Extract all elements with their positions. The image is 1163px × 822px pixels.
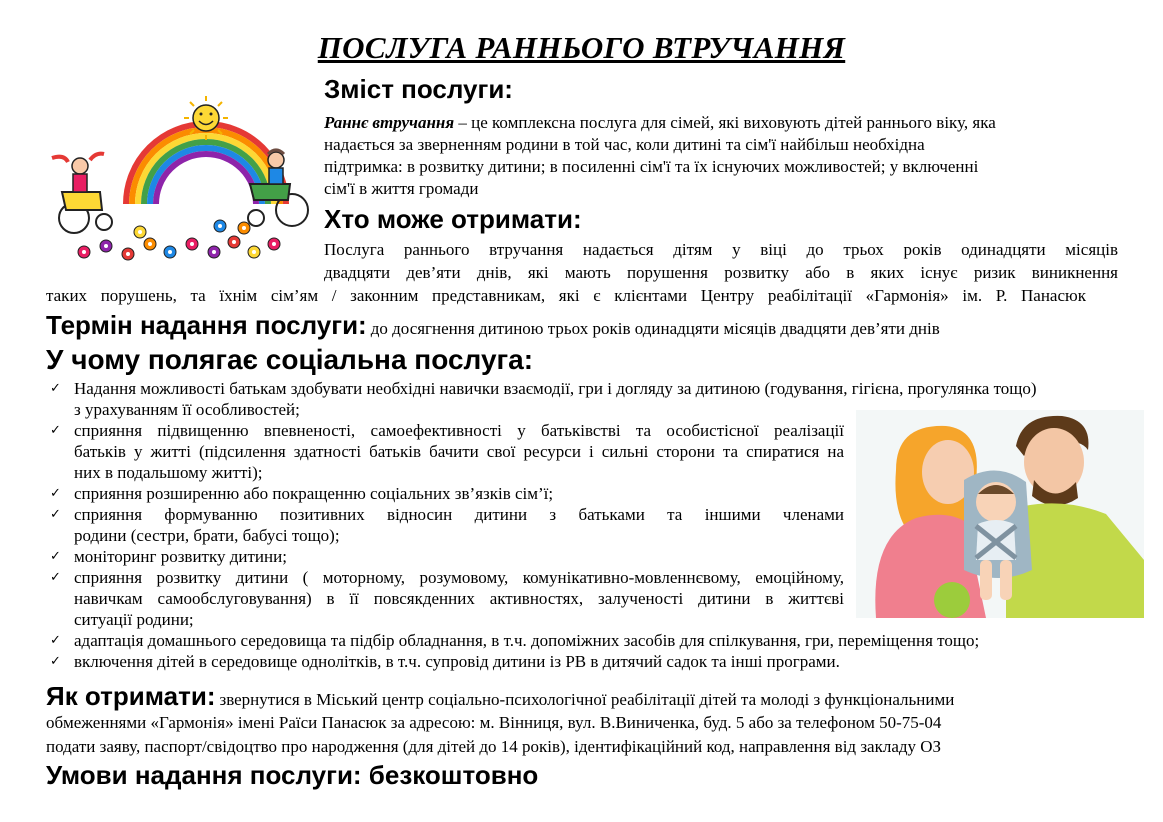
content-heading: Зміст послуги: bbox=[324, 74, 513, 104]
how-row bbox=[46, 681, 954, 712]
essence-bullet-line: ситуації родини; bbox=[74, 610, 194, 629]
checkmark-icon: ✓ bbox=[50, 570, 61, 585]
checkmark-icon: ✓ bbox=[50, 633, 61, 648]
essence-bullet-line: з урахуванням її особливостей; bbox=[74, 400, 300, 419]
how-heading: Як отримати: bbox=[46, 681, 216, 711]
essence-bullet-line: навичкам самообслуговування) в її повсякденних активностях, залученості дитини в життєві bbox=[74, 589, 844, 608]
checkmark-icon: ✓ bbox=[50, 654, 61, 669]
essence-bullet-line: моніторинг розвитку дитини; bbox=[74, 547, 287, 566]
checkmark-icon: ✓ bbox=[50, 486, 61, 501]
who-line-2: двадцяти дев’яти днів, які мають порушення розвитку або в яких існує ризик виникнення bbox=[324, 263, 1118, 282]
essence-bullet-line: Надання можливості батькам здобувати необхідні навички взаємодії, гри і догляду за дитиною (годування, гігієна, прогулянка тощо) bbox=[74, 379, 1037, 398]
essence-bullet-list bbox=[46, 378, 1126, 678]
checkmark-icon: ✓ bbox=[50, 507, 61, 522]
essence-bullet-line: родини (сестри, брати, бабусі тощо); bbox=[74, 526, 340, 545]
content-line-3: підтримка: в розвитку дитини; в посиленні сім'ї та їх існуючих можливостей; у включенні bbox=[324, 157, 979, 176]
how-line-2: обмеженнями «Гармонія» імені Раїси Панасюк за адресою: м. Вінниця, вул. В.Виниченка, буд. 5 або за телефоном 50-75-04 bbox=[46, 713, 942, 732]
content-line-1: – це комплексна послуга для сімей, які виховують дітей раннього віку, яка bbox=[458, 113, 996, 132]
essence-heading: У чому полягає соціальна послуга: bbox=[46, 344, 534, 375]
content-line-4: сім'ї в життя громади bbox=[324, 179, 479, 198]
essence-bullet-line: сприяння формуванню позитивних відносин дитини з батьками та іншими членами bbox=[74, 505, 844, 524]
essence-bullet-line: сприяння розширенню або покращенню соціальних зв’язків сім’ї; bbox=[74, 484, 554, 503]
essence-bullet-line: включення дітей в середовище однолітків, в т.ч. супровід дитини із РВ в дитячий садок та інші програми. bbox=[74, 652, 840, 671]
term-row bbox=[46, 310, 940, 341]
how-line-1: звернутися в Міський центр соціально-психологічної реабілітації дітей та молоді з функціональними bbox=[219, 690, 955, 709]
checkmark-icon: ✓ bbox=[50, 549, 61, 564]
term-heading: Термін надання послуги: bbox=[46, 310, 367, 340]
content-line-2: надається за зверненням родини в той час, коли дитині та сім'ї найбільш необхідна bbox=[324, 135, 925, 154]
content-term: Раннє втручання bbox=[324, 113, 455, 132]
term-text: до досягнення дитиною трьох років одинадцяти місяців двадцяти дев’яти днів bbox=[370, 319, 940, 338]
conditions-line: Умови надання послуги: безкоштовно bbox=[46, 760, 539, 790]
checkmark-icon: ✓ bbox=[50, 381, 61, 396]
essence-bullet-line: сприяння розвитку дитини ( моторному, розумовому, комунікативно-мовленнєвому, емоційному, bbox=[74, 568, 844, 587]
who-line-1: Послуга раннього втручання надається дітям у віці до трьох років одинадцяти місяців bbox=[324, 240, 1118, 259]
essence-bullet-line: них в подальшому житті); bbox=[74, 463, 263, 482]
essence-bullet-line: сприяння підвищенню впевненості, самоефективності у батьківстві та особистісної реалізації bbox=[74, 421, 844, 440]
who-line-3: таких порушень, та їхнім сім’ям / законним представникам, які є клієнтами Центру реабілітації «Гармонія» ім. Р. Панасюк bbox=[46, 286, 1086, 305]
how-line-3: подати заяву, паспорт/свідоцтво про народження (для дітей до 14 років), ідентифікаційний код, направлення від закладу ОЗ bbox=[46, 737, 942, 756]
content-text bbox=[324, 112, 1124, 200]
essence-bullet-line: адаптація домашнього середовища та підбір обладнання, в т.ч. допоміжних засобів для спілкування, гри, переміщення тощо; bbox=[74, 631, 980, 650]
page-title: ПОСЛУГА РАННЬОГО ВТРУЧАННЯ bbox=[317, 30, 846, 65]
who-heading: Хто може отримати: bbox=[324, 204, 582, 234]
rainbow-children-illustration bbox=[44, 92, 316, 272]
checkmark-icon: ✓ bbox=[50, 423, 61, 438]
essence-bullet-line: батьків у житті (підсилення здатності батьків бачити свої ресурси і сильні сторони та спиратися на bbox=[74, 442, 844, 461]
